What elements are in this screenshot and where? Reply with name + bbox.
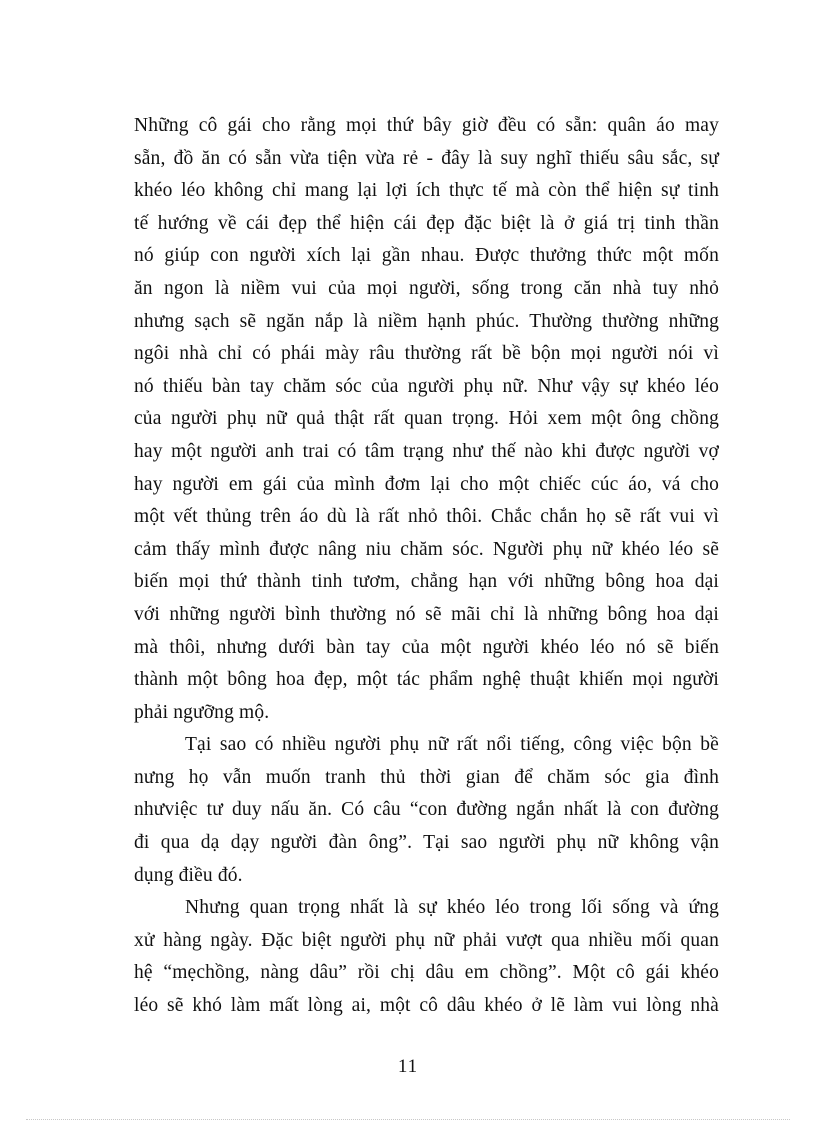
text-line: thành một bông hoa đẹp, một tác phẩm nghệ thuật khiến mọi người [134,669,719,691]
text-line: tế hướng về cái đẹp thể hiện cái đẹp đặc biệt là ở giá trị tinh thần [134,212,719,234]
text-line: biến mọi thứ thành tinh tươm, chẳng hạn với những bông hoa dại [134,571,719,593]
page-bottom-divider [26,1119,790,1120]
page-number: 11 [397,1056,419,1077]
text-line: hay một người anh trai có tâm trạng như thế nào khi được người vợ [134,440,719,462]
text-line: của người phụ nữ quả thật rất quan trọng. Hỏi xem một ông chồng [134,408,719,430]
text-line: nó thiếu bàn tay chăm sóc của người phụ nữ. Như vậy sự khéo léo [134,375,719,397]
text-line: nó giúp con người xích lại gần nhau. Được thưởng thức một mốn [134,245,719,267]
text-line: một vết thủng trên áo dù là rất nhỏ thôi. Chắc chắn họ sẽ rất vui vì [134,506,719,528]
text-line: léo sẽ khó làm mất lòng ai, một cô dâu khéo ở lẽ làm vui lòng nhà [134,995,719,1017]
text-line: sẵn, đồ ăn có sẵn vừa tiện vừa rẻ - đây là suy nghĩ thiếu sâu sắc, sự [134,147,719,169]
text-line: với những người bình thường nó sẽ mãi chỉ là những bông hoa dại [134,603,719,625]
text-line: ngôi nhà chỉ có phái mày râu thường rất bề bộn mọi người nói vì [134,343,719,365]
text-line: khéo léo không chỉ mang lại lợi ích thực tế mà còn thể hiện sự tinh [134,180,719,202]
text-line: nưng họ vẫn muốn tranh thủ thời gian để chăm sóc gia đình [134,766,719,788]
text-line: hay người em gái của mình đơm lại cho một chiếc cúc áo, vá cho [134,473,719,495]
paragraph-first-line: Nhưng quan trọng nhất là sự khéo léo trong lối sống và ứng [185,897,719,919]
text-line: hệ “mẹchồng, nàng dâu” rồi chị dâu em chồng”. Một cô gái khéo [134,962,719,984]
text-line: xử hàng ngày. Đặc biệt người phụ nữ phải vượt qua nhiều mối quan [134,929,719,951]
paragraph-end-line: phải ngưỡng mộ. [134,701,270,723]
paragraph-first-line: Tại sao có nhiều người phụ nữ rất nổi tiếng, công việc bộn bề [185,734,719,756]
text-line: mà thôi, nhưng dưới bàn tay của một người khéo léo nó sẽ biến [134,636,719,658]
text-line: đi qua dạ dạy người đàn ông”. Tại sao người phụ nữ không vận [134,832,719,854]
paragraph-end-line: dụng điều đó. [134,864,243,886]
body-text [134,110,719,1023]
text-line: nhưviệc tư duy nấu ăn. Có câu “con đường ngắn nhất là con đường [134,799,719,821]
text-line: nhưng sạch sẽ ngăn nắp là niềm hạnh phúc. Thường thường những [134,310,719,332]
text-line: cảm thấy mình được nâng niu chăm sóc. Người phụ nữ khéo léo sẽ [134,538,719,560]
text-line: Những cô gái cho rằng mọi thứ bây giờ đều có sẵn: quân áo may [134,115,719,136]
text-line: ăn ngon là niềm vui của mọi người, sống trong căn nhà tuy nhỏ [134,277,719,299]
